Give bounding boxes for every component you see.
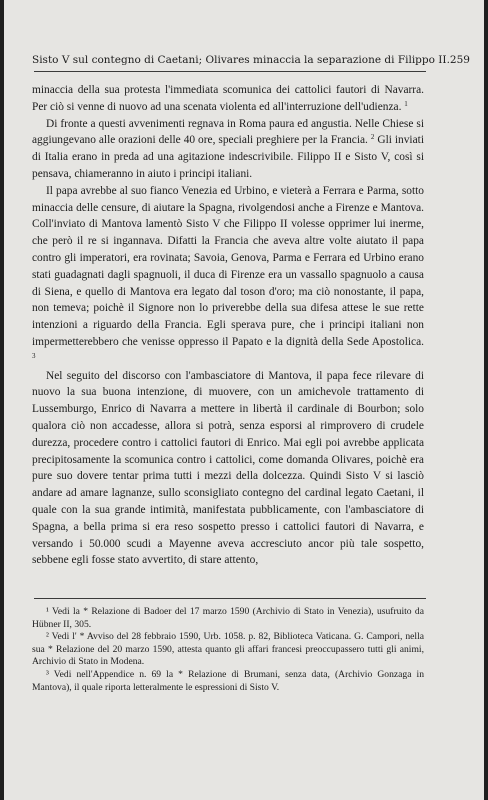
- footnote-ref-1: 1: [404, 99, 408, 108]
- book-page: [4, 0, 484, 800]
- running-title: Sisto V sul contegno di Caetani; Olivares minaccia la separazione di Filippo II.: [32, 54, 450, 66]
- header-rule: [34, 71, 426, 72]
- paragraph-2: Di fronte a questi avvenimenti regnava in Roma paura ed angustia. Nelle Chiese si aggiungevano alle orazioni delle 40 ore, speciali preghiere per la Francia. $^2$ Gli inviati di Italia erano in preda ad una agitazione indescrivibile. Filippo II e Sisto V, così si pensava, chiameranno in aiuto i principi italiani.: [32, 117, 424, 180]
- footnote-ref-3: 3: [32, 351, 36, 360]
- footnote-3: ³ Vedi nell'Appendice n. 69 la * Relazione di Brumani, senza data, (Archivio Gonzaga in Mantova), il quale riporta letteralmente le espressioni di Sisto V.: [32, 668, 424, 693]
- footnote-2: ² Vedi l' * Avviso del 28 febbraio 1590, Urb. 1058. p. 82, Biblioteca Vaticana. G. Campori, nella sua * Relazione del 20 marzo 1590, attesta quanto gli affari francesi preoccupassero tutti gli animi, Archivio di Stato in Modena.: [32, 631, 424, 668]
- main-text: [32, 82, 424, 569]
- paragraph-3: Il papa avrebbe al suo fianco Venezia ed Urbino, e vieterà a Ferrara e Parma, sotto minaccia delle censure, di aiutare la Spagna, rivolgendosi anche a Firenze e Mantova. Coll'inviato di Mantova lamentò Sisto V che Filippo II volesse opprimer lui inerme, che però il re si ingannava. Difatti la Francia che aveva altre volte aiutato il papa contro gli imperatori, era rovinata; Savoia, Genova, Parma e Ferrara ed Urbino erano stati guadagnati dagli spagnuoli, il duca di Firenze era un vassallo spagnuolo a causa di Siena, e quello di Mantova era legato dal toson d'oro; ma ciò nonostante, il papa, non temeva; poichè il Signore non lo priverebbe della sua difesa attese le sue rette intenzioni a riguardo della Francia. Egli sperava pure, che i principi italiani non impermetterebbero che venisse oppresso il Papato e la dignità della Sede Apostolica. $^3$: [32, 184, 424, 360]
- footnote-ref-2: 2: [370, 133, 375, 142]
- footnote-rule: [34, 598, 426, 599]
- paragraph-4: Nel seguito del discorso con l'ambasciatore di Mantova, il papa fece rilevare di nuovo la sua buona intenzione, di muovere, con un amichevole trattamento di Lussemburgo, Enrico di Navarra a mettere in libertà il cardinale di Bourbon; solo qualora ciò non accadesse, allora si potrà, senza esporsi al rimprovero di crudele durezza, procedere contro i cattolici fautori di Enrico. Mai egli poi avrebbe applicata precipitosamente la scomunica contro i cattolici, come domanda Olivares, poichè era pure suo dovere tentar prima tutti i mezzi della dolcezza. Quindi Sisto V si lasciò andare ad amare lagnanze, sullo sconsigliato contegno del cardinal legato Caetani, il quale con la sua grande intimità, manifestata pubblicamente, con l'ambasciatore di Spagna, a bella prima si era reso sospetto presso i cattolici fautori di Navarra, e versando i 50.000 scudi a Mayenne aveva accresciuto ancor più tale sospetto, sebbene egli fosse stato avvertito, di stare attento,: [32, 369, 424, 567]
- footnotes: [32, 606, 424, 694]
- paragraph-1: minaccia della sua protesta l'immediata scomunica dei cattolici fautori di Navarra. Per ciò si venne di nuovo ad una scenata violenta ed all'interruzione dell'udienza. $^1$: [32, 84, 424, 113]
- running-header: [32, 54, 470, 66]
- page-number: 259: [449, 54, 470, 66]
- footnote-1: ¹ Vedi la * Relazione di Badoer del 17 marzo 1590 (Archivio di Stato in Venezia), usufruito da Hübner II, 305.: [32, 606, 424, 630]
